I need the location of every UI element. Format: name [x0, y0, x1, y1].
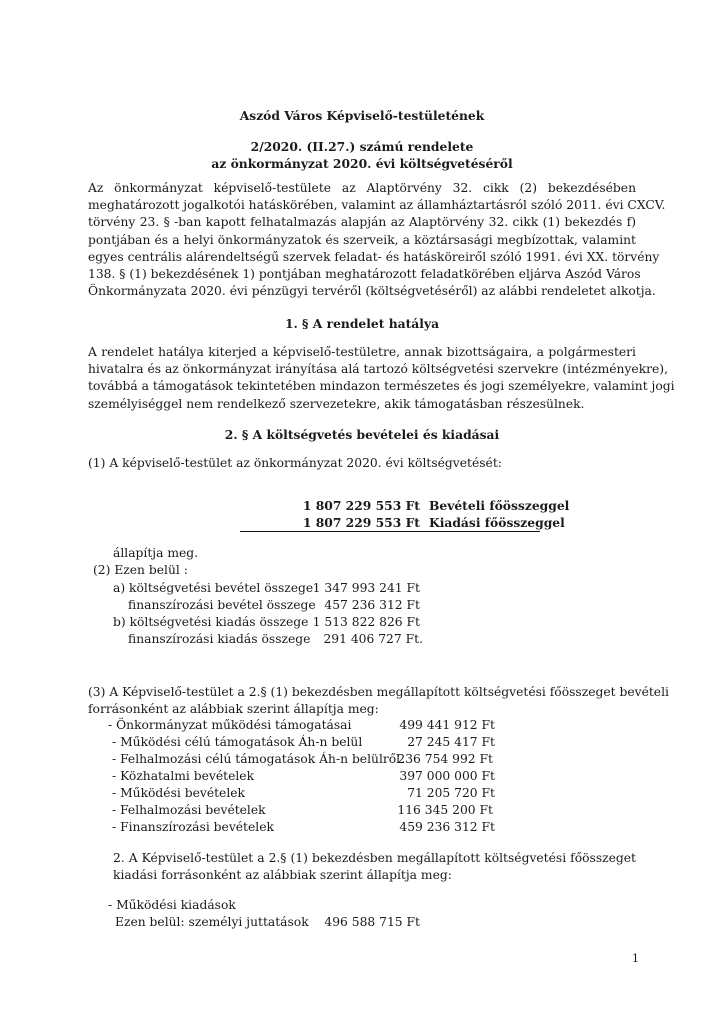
breakdown-label: b) költségvetési kiadás összege: [113, 615, 309, 629]
total-revenue-label: Bevételi főösszeggel: [429, 498, 570, 513]
revenue-source-label: - Felhalmozási célú támogatások Áh-n belülről: [112, 752, 401, 766]
page-number: 1: [632, 952, 639, 965]
total-expense-label: Kiadási főösszeggel: [429, 515, 565, 530]
revenue-source-label: - Működési bevételek: [112, 786, 245, 800]
section-1-line: továbbá a támogatások tekintetében mindazon természetes és jogi személyekre, valamint jogi: [88, 379, 675, 394]
preamble-line: Önkormányzata 2020. évi pénzügyi tervéről (költségvetéséről) az alábbi rendeletet alkotja.: [88, 284, 656, 299]
preamble-line: Az önkormányzat képviselő-testülete az Alaptörvény 32. cikk (2) bekezdésében: [88, 181, 636, 195]
totals-underline: [240, 531, 540, 532]
revenue-source-amount: 116 345 200 Ft: [397, 803, 493, 817]
breakdown-amount: 1 513 822 826 Ft: [312, 615, 420, 629]
section-1-heading: 1. § A rendelet hatálya: [284, 316, 440, 331]
revenue-source-amount: 236 754 992 Ft: [397, 752, 493, 766]
expense-item-label: Ezen belül: személyi juttatások: [115, 915, 309, 929]
document-title: Aszód Város Képviselő-testületének: [239, 108, 485, 123]
preamble-line: pontjában és a helyi önkormányzatok és szerveik, a köztársasági megbízottak, valamint: [88, 232, 636, 247]
section-1-line: hivatalra és az önkormányzat irányítása alá tartozó költségvetési szervekre (intézményekre),: [88, 362, 669, 377]
paragraph-4-line: 2. A Képviselő-testület a 2.§ (1) bekezdésben megállapított költségvetési főösszeget: [113, 851, 636, 865]
paragraph-3: [88, 684, 669, 718]
decree-subject: az önkormányzat 2020. évi költségvetéséről: [211, 156, 513, 171]
revenue-source-amount: 71 205 720 Ft: [407, 786, 495, 800]
revenue-source-amount: 499 441 912 Ft: [399, 718, 495, 732]
breakdown-label: finanszírozási bevétel összege: [128, 598, 316, 612]
revenue-source-label: - Működési célú támogatások Áh-n belül: [112, 735, 363, 749]
expense-item-amount: 496 588 715 Ft: [324, 915, 420, 929]
revenue-source-amount: 459 236 312 Ft: [399, 820, 495, 834]
paragraph-4: [113, 850, 636, 884]
preamble-line: meghatározott jogalkotói hatáskörében, valamint az államháztartásról szóló 2011. évi CXCV.: [88, 198, 666, 213]
breakdown-label: finanszírozási kiadás összege: [128, 632, 311, 646]
decree-number: 2/2020. (II.27.) számú rendelete: [250, 139, 474, 154]
revenue-source-label: - Közhatalmi bevételek: [112, 769, 255, 783]
preamble-line: 138. § (1) bekezdésének 1) pontjában meghatározott feladatkörében eljárva Aszód Város: [88, 267, 641, 282]
revenue-source-label: - Önkormányzat működési támogatásai: [108, 718, 352, 732]
paragraph-1-intro: (1) A képviselő-testület az önkormányzat 2020. évi költségvetését:: [88, 456, 502, 470]
preamble-line: egyes centrális alárendeltségű szervek feladat- és hatásköreiről szóló 1991. évi XX. törvény: [88, 249, 660, 264]
preamble-paragraph: [88, 180, 666, 300]
breakdown-label: a) költségvetési bevétel összege: [113, 581, 314, 595]
paragraph-4-line: kiadási forrásonként az alábbiak szerint állapítja meg:: [113, 868, 452, 883]
revenue-source-label: - Felhalmozási bevételek: [112, 803, 266, 817]
section-1-paragraph: [88, 344, 675, 413]
paragraph-1-closing: állapítja meg.: [113, 546, 199, 560]
revenue-source-label: - Finanszírozási bevételek: [112, 820, 274, 834]
paragraph-3-line: forrásonként az alábbiak szerint állapítja meg:: [88, 702, 379, 717]
paragraph-2-intro: (2) Ezen belül :: [93, 563, 188, 577]
total-revenue-amount: 1 807 229 553 Ft: [302, 498, 420, 513]
total-expense-amount: 1 807 229 553 Ft: [302, 515, 420, 530]
section-1-line: személyiséggel nem rendelkező szervezetekre, akik támogatásban részesülnek.: [88, 396, 585, 411]
breakdown-amount: 291 406 727 Ft.: [323, 632, 423, 646]
breakdown-amount: 1 347 993 241 Ft: [312, 581, 420, 595]
breakdown-amount: 457 236 312 Ft: [324, 598, 420, 612]
expense-heading: - Működési kiadások: [108, 898, 236, 912]
revenue-source-amount: 397 000 000 Ft: [399, 769, 495, 783]
preamble-line: törvény 23. § -ban kapott felhatalmazás alapján az Alaptörvény 32. cikk (1) bekezdés f): [88, 215, 636, 230]
paragraph-3-line: (3) A Képviselő-testület a 2.§ (1) bekezdésben megállapított költségvetési főösszeget bevételi: [88, 685, 669, 699]
section-1-line: A rendelet hatálya kiterjed a képviselő-testületre, annak bizottságaira, a polgármesteri: [88, 345, 636, 359]
section-2-heading: 2. § A költségvetés bevételei és kiadásai: [224, 427, 500, 442]
revenue-source-amount: 27 245 417 Ft: [407, 735, 495, 749]
